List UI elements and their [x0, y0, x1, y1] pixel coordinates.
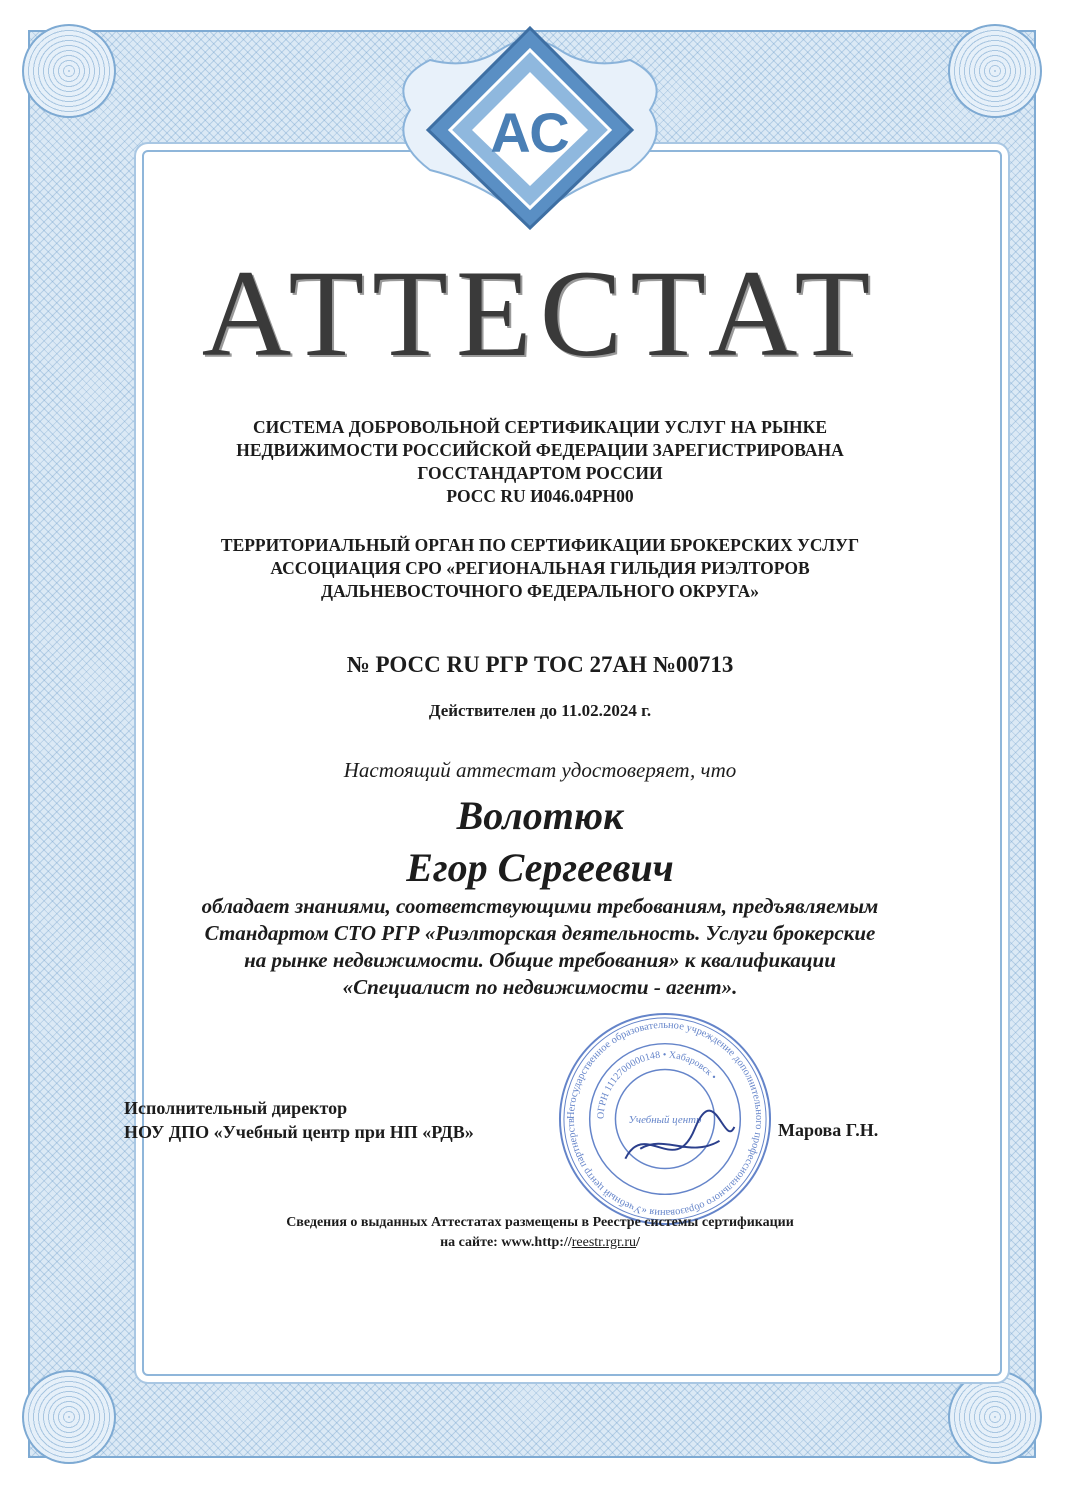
logo-letters: АС	[490, 101, 570, 164]
footer-prefix: на сайте: www.http://	[440, 1235, 572, 1250]
holder-surname: Волотюк	[456, 793, 624, 838]
body-line: «Специалист по недвижимости - агент».	[342, 975, 738, 999]
body-line: на рынке недвижимости. Общие требования» к квалификации	[244, 948, 836, 972]
certificate-number: № РОСС RU РГР ТОС 27АН №00713	[346, 652, 734, 677]
system-line: РОСС RU И046.04РН00	[446, 486, 634, 506]
organ-line: ТЕРРИТОРИАЛЬНЫЙ ОРГАН ПО СЕРТИФИКАЦИИ БРОКЕРСКИХ УСЛУГ	[220, 535, 860, 555]
page-title: АТТЕСТАТ	[201, 245, 879, 382]
footer-line: Сведения о выданных Аттестатах размещены в Реестре системы сертификации	[286, 1215, 794, 1230]
stamp-outer-text: Негосударственное образовательное учреждение дополнительного профессионального образования «Учебный центр партнерств	[565, 1019, 765, 1219]
footer-suffix: /	[636, 1235, 640, 1250]
signatory-title: Исполнительный директор	[124, 1098, 348, 1118]
qualification-text	[90, 893, 990, 1001]
certification-system-block	[90, 416, 990, 508]
system-line: СИСТЕМА ДОБРОВОЛЬНОЙ СЕРТИФИКАЦИИ УСЛУГ НА РЫНКЕ	[252, 417, 827, 437]
stamp-center-text: Учебный центр	[628, 1113, 702, 1126]
holder-given-names: Егор Сергеевич	[406, 845, 674, 890]
corner-rosette-bottom-right	[948, 1370, 1042, 1464]
body-line: обладает знаниями, соответствующими требованиям, предъявляемым	[201, 894, 879, 918]
signatory-block	[124, 1096, 474, 1144]
corner-rosette-top-right	[948, 24, 1042, 118]
organ-line: ДАЛЬНЕВОСТОЧНОГО ФЕДЕРАЛЬНОГО ОКРУГА»	[320, 581, 760, 601]
organ-line: АССОЦИАЦИЯ СРО «РЕГИОНАЛЬНАЯ ГИЛЬДИЯ РИЭЛТОРОВ	[270, 558, 810, 578]
registry-link[interactable]: reestr.rgr.ru	[571, 1235, 637, 1250]
valid-until: Действителен до 11.02.2024 г.	[428, 701, 652, 720]
stamp-inner-text: ОГРН 1112700000148 • Хабаровск •	[595, 1049, 719, 1120]
corner-rosette-bottom-left	[22, 1370, 116, 1464]
corner-rosette-top-left	[22, 24, 116, 118]
territorial-organ-block	[90, 534, 990, 603]
body-line: Стандартом СТО РГР «Риэлторская деятельность. Услуги брокерские	[204, 921, 876, 945]
official-stamp	[556, 1010, 774, 1228]
system-line: НЕДВИЖИМОСТИ РОССИЙСКОЙ ФЕДЕРАЦИИ ЗАРЕГИСТРИРОВАНА	[236, 440, 844, 460]
footer-site-line	[0, 1233, 1080, 1253]
signatory-org: НОУ ДПО «Учебный центр при НП «РДВ»	[124, 1122, 474, 1142]
signatory-name: Марова Г.Н.	[778, 1120, 879, 1140]
system-line: ГОССТАНДАРТОМ РОССИИ	[417, 463, 663, 483]
registry-footer	[0, 1213, 1080, 1253]
intro-text: Настоящий аттестат удостоверяет, что	[343, 758, 737, 782]
as-logo	[370, 20, 690, 230]
